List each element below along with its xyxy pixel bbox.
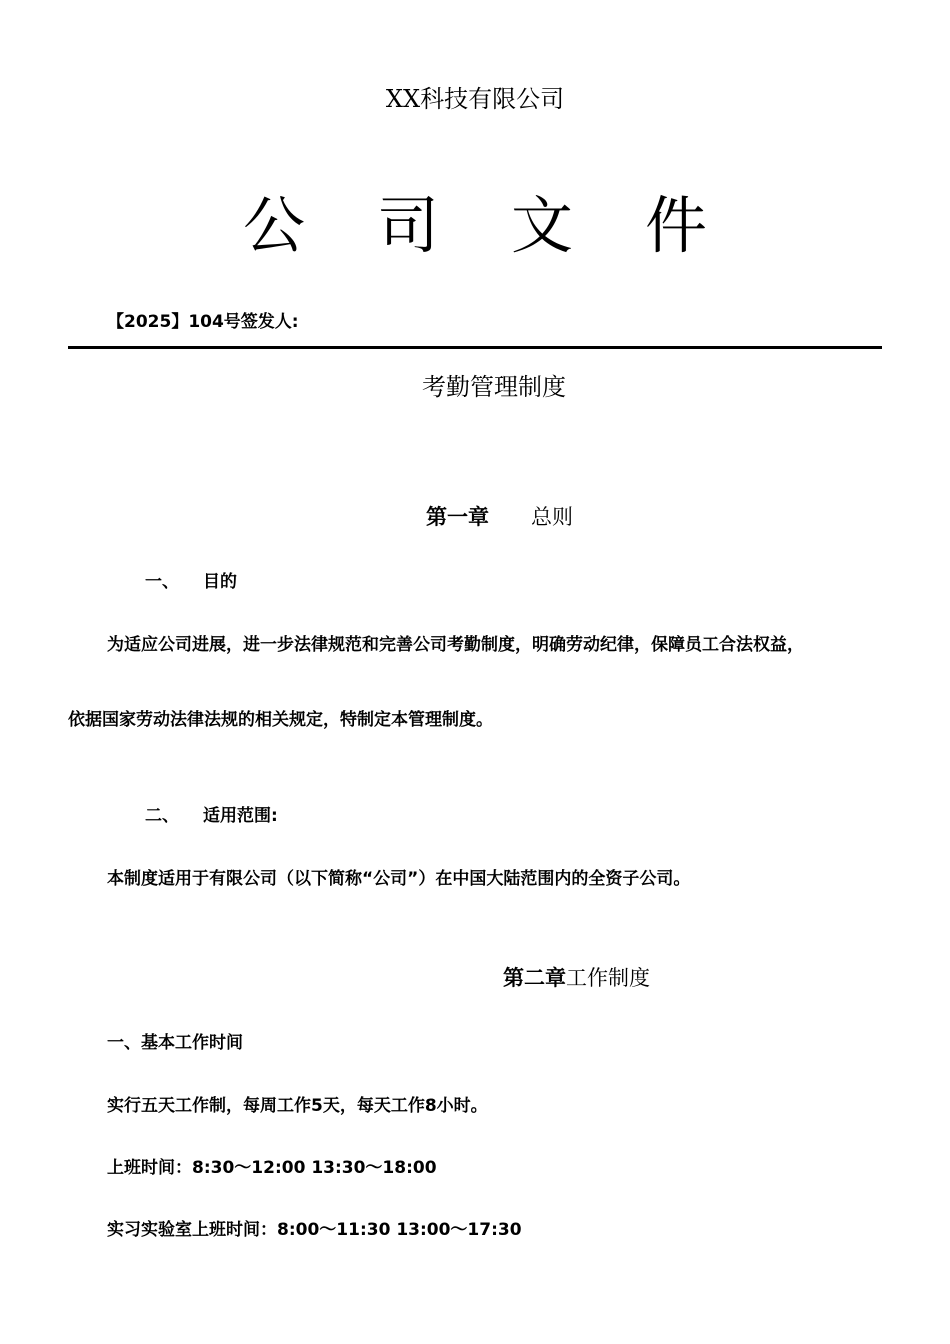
- section-number: 二、: [145, 806, 179, 826]
- chapter-2-heading: [503, 963, 650, 993]
- section-title: 适用范围:: [203, 806, 278, 826]
- company-name: XX科技有限公司: [385, 85, 565, 113]
- scope-paragraph: 本制度适用于有限公司（以下简称“公司”）在中国大陆范围内的全资子公司。: [107, 869, 691, 889]
- document-title-char: 文: [511, 189, 574, 262]
- section-number: 一、: [145, 572, 179, 592]
- section-heading-scope: [145, 803, 278, 829]
- section-heading-purpose: [145, 569, 237, 595]
- chapter-1-heading: [426, 502, 573, 532]
- section-title: 目的: [203, 572, 237, 592]
- document-title-char: 司: [376, 189, 439, 262]
- document-subject: 考勤管理制度: [422, 373, 566, 401]
- chapter-number: 第二章: [503, 966, 566, 990]
- header-divider: [68, 346, 882, 349]
- chapter-number: 第一章: [426, 505, 489, 529]
- document-title: [0, 184, 950, 268]
- document-title-char: 件: [645, 189, 708, 262]
- lab-hours-line: 实习实验室上班时间：8:00～11:30 13:00～17:30: [107, 1220, 522, 1240]
- purpose-paragraph-line-1: 为适应公司进展，进一步法律规范和完善公司考勤制度，明确劳动纪律，保障员工合法权益，: [107, 635, 804, 655]
- chapter-name: 工作制度: [566, 966, 650, 990]
- document-reference: 【2025】104号签发人:: [107, 312, 299, 332]
- document-title-char: 公: [242, 189, 305, 262]
- chapter-name: 总则: [531, 505, 573, 529]
- work-schedule-line: 实行五天工作制，每周工作5天，每天工作8小时。: [107, 1096, 488, 1116]
- purpose-paragraph-line-2: 依据国家劳动法律法规的相关规定，特制定本管理制度。: [68, 710, 493, 730]
- office-hours-line: 上班时间：8:30～12:00 13:30～18:00: [107, 1158, 437, 1178]
- work-hours-heading: 一、基本工作时间: [107, 1033, 243, 1053]
